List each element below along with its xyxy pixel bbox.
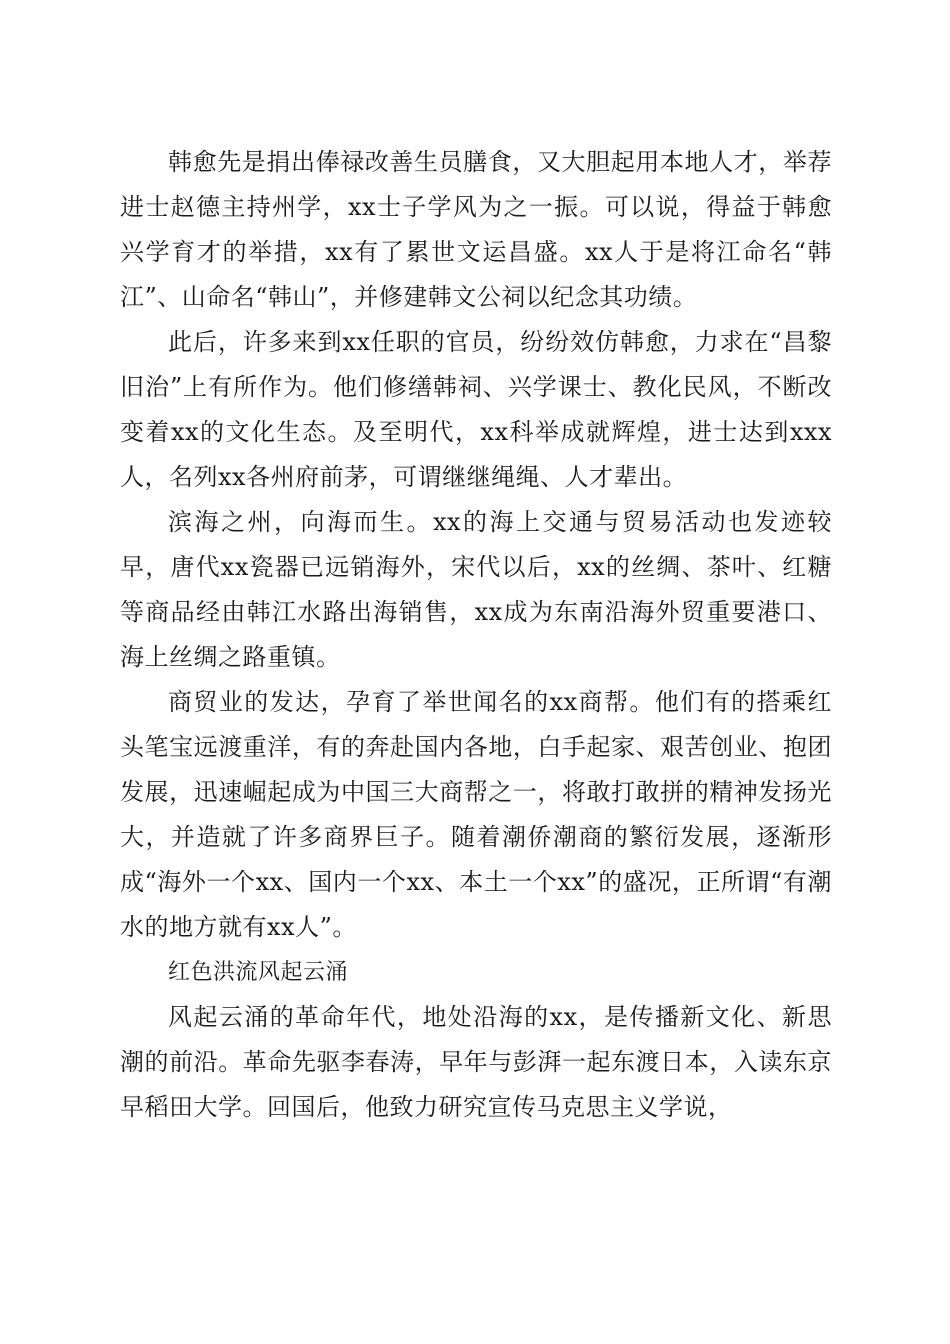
paragraph-merchant-guild: 商贸业的发达，孕育了举世闻名的xx商帮。他们有的搭乘红头笔宝远渡重洋，有的奔赴国内各地，白手起家、艰苦创业、抱团发展，迅速崛起成为中国三大商帮之一，将敢打敢拼的精神发扬光大，并造就了许多商界巨子。随着潮侨潮商的繁衍发展，逐渐形成“海外一个xx、国内一个xx、本土一个xx”的盛况，正所谓“有潮水的地方就有xx人”。 xyxy=(120,688,832,941)
paragraph-maritime-trade: 滨海之州，向海而生。xx的海上交通与贸易活动也发迹较早，唐代xx瓷器已远销海外，宋代以后，xx的丝绸、茶叶、红糖等商品经由韩江水路出海销售，xx成为东南沿海外贸重要港口、海上丝绸之路重镇。 xyxy=(120,508,832,671)
document-body xyxy=(120,140,832,1130)
paragraph-hanyu-reform: 韩愈先是捐出俸禄改善生员膳食，又大胆起用本地人才，举荐进士赵德主持州学，xx士子学风为之一振。可以说，得益于韩愈兴学育才的举措，xx有了累世文运昌盛。xx人于是将江命名“韩江”、山命名“韩山”，并修建韩文公祠以纪念其功绩。 xyxy=(120,148,832,311)
paragraph-officials-follow: 此后，许多来到xx任职的官员，纷纷效仿韩愈，力求在“昌黎旧治”上有所作为。他们修缮韩祠、兴学课士、教化民风，不断改变着xx的文化生态。及至明代，xx科举成就辉煌，进士达到xxx人，名列xx各州府前茅，可谓继继绳绳、人才辈出。 xyxy=(120,328,832,491)
paragraph-revolution-era: 风起云涌的革命年代，地处沿海的xx，是传播新文化、新思潮的前沿。革命先驱李春涛，早年与彭湃一起东渡日本，入读东京早稻田大学。回国后，他致力研究宣传马克思主义学说， xyxy=(120,1003,832,1121)
section-heading-red-tide: 红色洪流风起云涌 xyxy=(168,960,349,985)
